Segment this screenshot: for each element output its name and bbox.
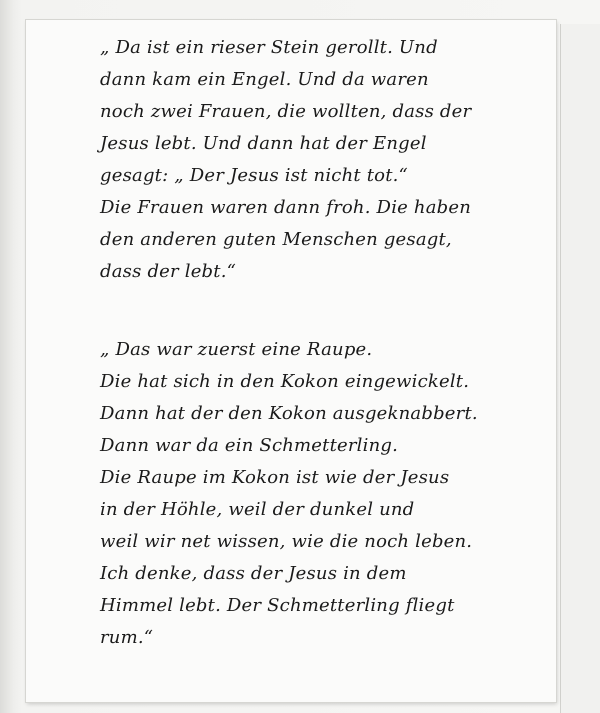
text-line: weil wir net wissen, wie die noch leben.	[100, 531, 473, 552]
text-line: „ Das war zuerst eine Raupe.	[100, 339, 373, 360]
text-line: in der Höhle, weil der dunkel und	[100, 499, 415, 520]
text-line: rum.“	[100, 627, 154, 648]
text-line: den anderen guten Menschen gesagt,	[100, 229, 452, 250]
text-line: Dann hat der den Kokon ausgeknabbert.	[100, 403, 478, 424]
text-line: Jesus lebt. Und dann hat der Engel	[100, 133, 427, 154]
text-line: dann kam ein Engel. Und da waren	[100, 69, 429, 90]
text-line: noch zwei Frauen, die wollten, dass der	[100, 101, 472, 122]
paragraph-1	[100, 32, 530, 288]
text-line: Himmel lebt. Der Schmetterling fliegt	[100, 595, 455, 616]
text-line: Die Raupe im Kokon ist wie der Jesus	[100, 467, 450, 488]
text-line: dass der lebt.“	[100, 261, 237, 282]
text-line: Die hat sich in den Kokon eingewickelt.	[100, 371, 470, 392]
page-edge	[560, 24, 600, 713]
paragraph-2	[100, 334, 530, 654]
text-line: gesagt: „ Der Jesus ist nicht tot.“	[100, 165, 408, 186]
text-line: Ich denke, dass der Jesus in dem	[100, 563, 407, 584]
text-line: Dann war da ein Schmetterling.	[100, 435, 399, 456]
text-line: „ Da ist ein rieser Stein gerollt. Und	[100, 37, 438, 58]
text-line: Die Frauen waren dann froh. Die haben	[100, 197, 472, 218]
